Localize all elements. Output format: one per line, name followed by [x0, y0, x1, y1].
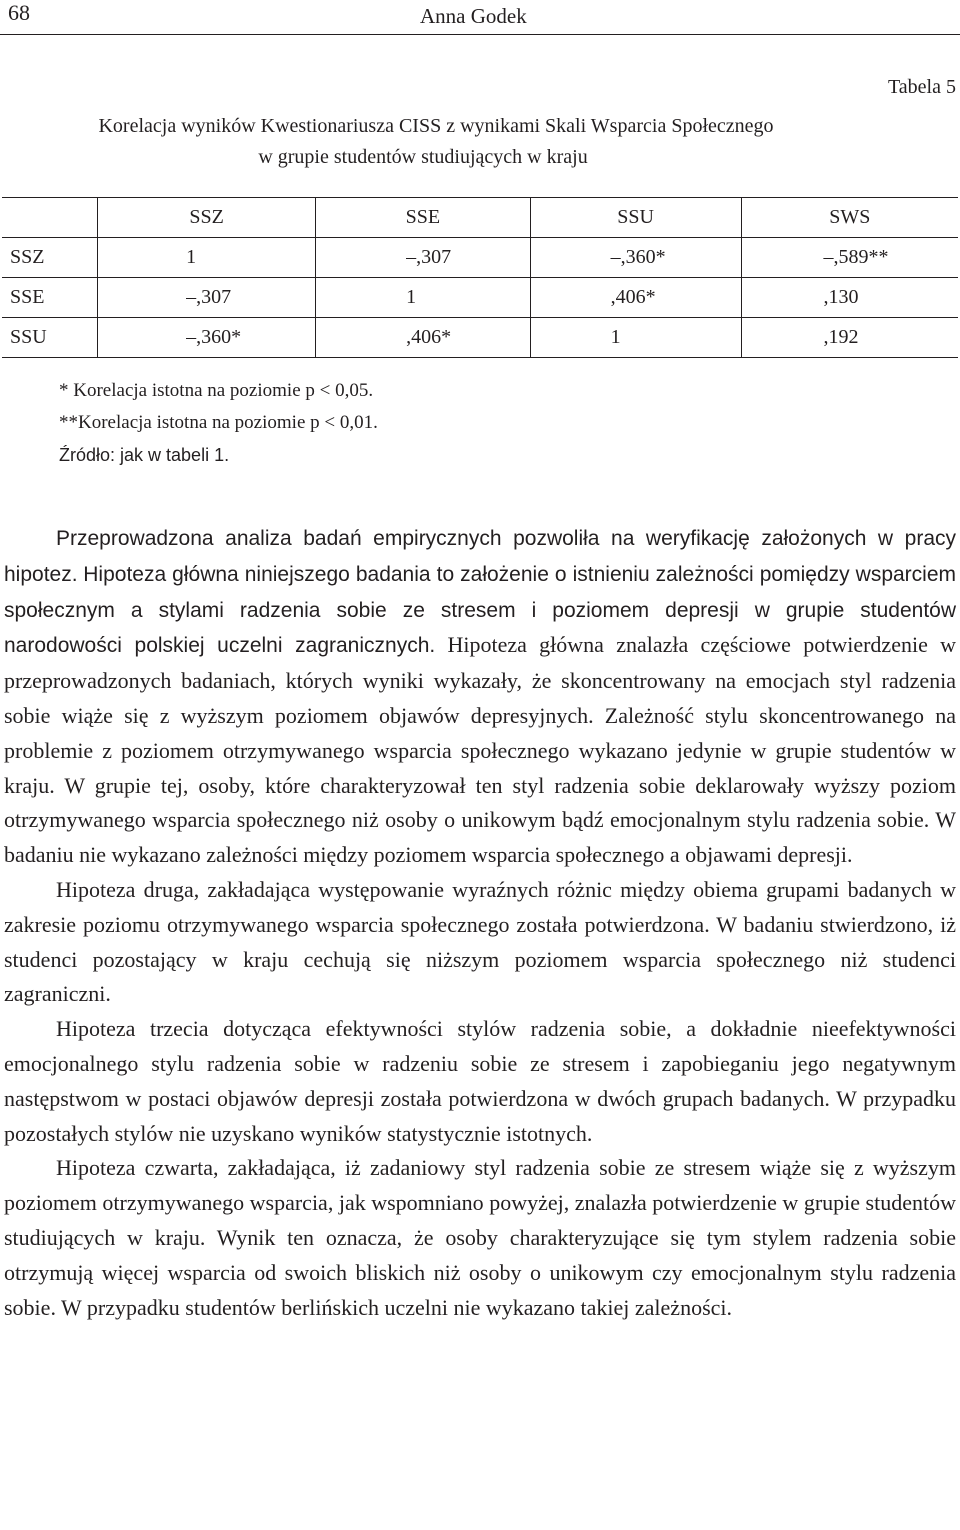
significance-note-001: **Korelacja istotna na poziomie p < 0,01.	[59, 412, 378, 433]
table-cell: ,406*	[530, 278, 741, 318]
header-rule	[0, 34, 960, 35]
table-caption-line-1: Korelacja wyników Kwestionariusza CISS z wynikami Skali Wsparcia Społecznego	[98, 115, 774, 137]
table-row	[2, 278, 958, 318]
paragraph-1	[4, 521, 956, 873]
table-header-cell: SSZ	[98, 198, 316, 238]
table-row	[2, 238, 958, 278]
table-cell: –,360*	[530, 238, 741, 278]
table-source-note: Źródło: jak w tabeli 1.	[59, 445, 230, 465]
table-header-cell	[2, 198, 98, 238]
table-cell: 1	[98, 238, 316, 278]
body-text	[4, 521, 956, 1325]
table-cell: –,360*	[98, 318, 316, 358]
table-cell: 1	[316, 278, 531, 318]
correlation-table	[2, 197, 958, 358]
table-header-row	[2, 198, 958, 238]
table-cell: ,406*	[316, 318, 531, 358]
table-cell: ,130	[741, 278, 958, 318]
running-head-author: Anna Godek	[420, 4, 527, 28]
significance-note-005: * Korelacja istotna na poziomie p < 0,05.	[59, 380, 374, 401]
table-notes	[59, 375, 378, 471]
table-label: Tabela 5	[887, 76, 956, 98]
paragraph-4: Hipoteza czwarta, zakładająca, iż zadaniowy styl radzenia sobie ze stresem wiąże się z wyższym poziomem otrzymywanego wsparcia, jak wspomniano powyżej, znalazła potwierdzenie w grupie studentów studiujących w kraju. Wynik ten oznacza, że osoby charakteryzujące się tym stylem radzenia sobie otrzymują więcej wsparcia od swoich bliskich niż osoby o unikowym czy emocjonalnym stylu radzenia sobie. W przypadku studentów berlińskich uczelni nie wykazano takiej zależności.	[4, 1155, 956, 1320]
table-caption-line-2: w grupie studentów studiujących w kraju	[258, 146, 588, 168]
row-label: SSZ	[2, 238, 98, 278]
table-header-cell: SSU	[530, 198, 741, 238]
page-number: 68	[8, 0, 30, 25]
paragraph-1-intro: Przeprowadzona analiza badań empirycznych pozwoliła na weryfikację założonych w pracy hipotez.	[4, 527, 956, 586]
row-label: SSU	[2, 318, 98, 358]
table-header-cell: SSE	[316, 198, 531, 238]
table-cell: 1	[530, 318, 741, 358]
table-caption	[0, 111, 960, 173]
table-cell: –,307	[98, 278, 316, 318]
table-cell: –,589**	[741, 238, 958, 278]
paragraph-3: Hipoteza trzecia dotycząca efektywności stylów radzenia sobie, a dokładnie nieefektywności emocjonalnego stylu radzenia sobie w radzeniu sobie ze stresem i zapobieganiu jego negatywnym następstwom w postaci objawów depresji została potwierdzona w dwóch grupach badanych. W przypadku pozostałych stylów nie uzyskano wyników statystycznie istotnych.	[4, 1016, 956, 1146]
table-cell: –,307	[316, 238, 531, 278]
page-header	[0, 0, 960, 34]
row-label: SSE	[2, 278, 98, 318]
paragraph-1-findings: Hipoteza główna znalazła częściowe potwierdzenie w przeprowadzonych badaniach, których wyniki wykazały, że skoncentrowany na emocjach styl radzenia sobie wiąże się z wyższym poziomem objawów depresyjnych. Zależność stylu skoncentrowanego na problemie z poziomem otrzymywanego wsparcia społecznego wykazano jedynie w grupie studentów w kraju. W grupie tej, osoby, które charakteryzował ten styl radzenia sobie deklarowały wyższy poziom otrzymywanego wsparcia społecznego niż osoby o unikowym bądź emocjonalnym stylu radzenia sobie. W badaniu nie wykazano zależności między poziomem wsparcia społecznego a objawami depresji.	[4, 632, 956, 868]
table-header-cell: SWS	[741, 198, 958, 238]
paragraph-1-hypothesis: Hipoteza główna niniejszego badania to założenie o istnieniu zależności pomiędzy wsparciem społecznym a stylami radzenia sobie ze stresem i poziomem depresji w grupie studentów narodowości polskiej uczelni zagranicznych.	[4, 562, 957, 658]
paragraph-2: Hipoteza druga, zakładająca występowanie wyraźnych różnic między obiema grupami badanych w zakresie poziomu otrzymywanego wsparcia społecznego została potwierdzona. W badaniu stwierdzono, iż studenci pozostający w kraju cechują się niższym poziomem wsparcia społecznego niż studenci zagraniczni.	[4, 876, 956, 1007]
table-row	[2, 318, 958, 358]
table-cell: ,192	[741, 318, 958, 358]
